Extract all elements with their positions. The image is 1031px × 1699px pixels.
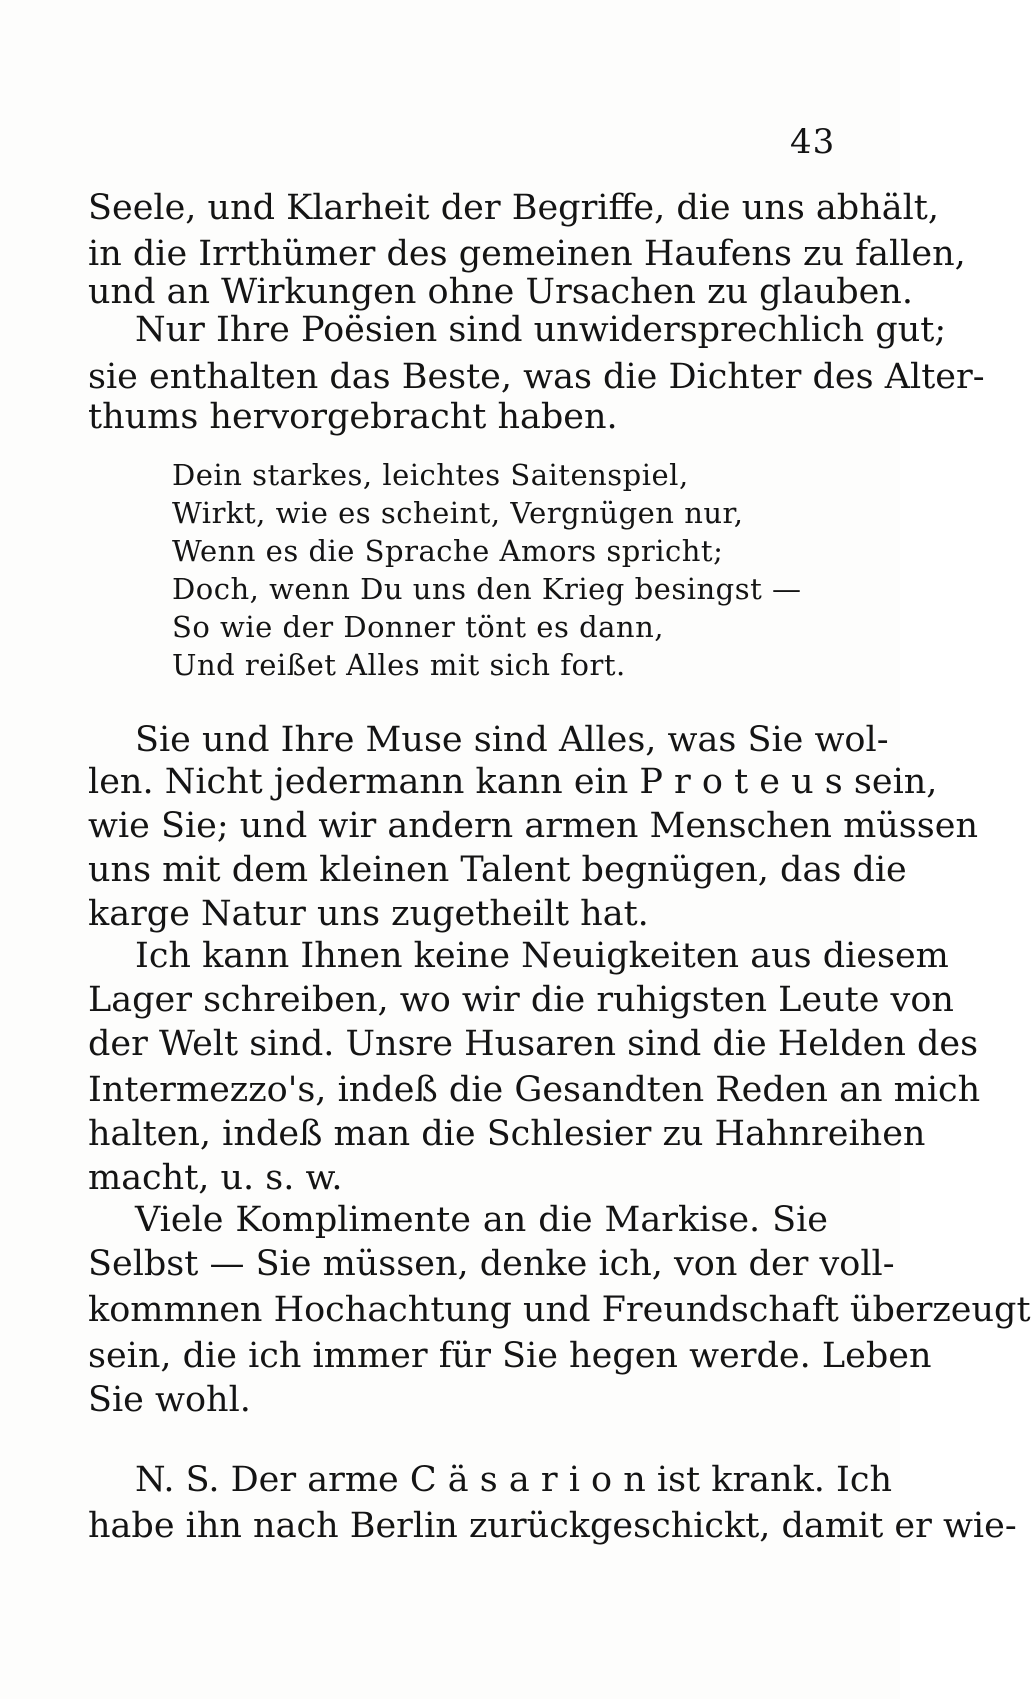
text-line: der Welt sind. Unsre Husaren sind die Helden des xyxy=(88,1024,979,1064)
text-line: Selbst — Sie müssen, denke ich, von der voll- xyxy=(88,1244,895,1284)
text-line: Sie wohl. xyxy=(88,1380,251,1420)
text-line: sie enthalten das Beste, was die Dichter des Alter- xyxy=(88,357,985,397)
text-line: wie Sie; und wir andern armen Menschen müssen xyxy=(88,806,978,846)
text-line: uns mit dem kleinen Talent begnügen, das die xyxy=(88,850,907,890)
text-line: und an Wirkungen ohne Ursachen zu glauben. xyxy=(88,272,913,312)
poem-line: Wenn es die Sprache Amors spricht; xyxy=(172,534,724,568)
text-line: Viele Komplimente an die Markise. Sie xyxy=(135,1200,828,1240)
text-line: in die Irrthümer des gemeinen Haufens zu fallen, xyxy=(88,234,966,274)
poem-line: Dein starkes, leichtes Saitenspiel, xyxy=(172,458,689,492)
text-line: kommnen Hochachtung und Freundschaft überzeugt xyxy=(88,1290,1031,1330)
text-line: Intermezzo's, indeß die Gesandten Reden an mich xyxy=(88,1070,981,1110)
text-line: Sie und Ihre Muse sind Alles, was Sie wol- xyxy=(135,720,889,760)
text-line: karge Natur uns zugetheilt hat. xyxy=(88,894,649,934)
poem-line: So wie der Donner tönt es dann, xyxy=(172,610,664,644)
text-line: sein, die ich immer für Sie hegen werde. Leben xyxy=(88,1336,932,1376)
text-line: len. Nicht jedermann kann ein P r o t e u s sein, xyxy=(88,762,938,802)
text-line: Lager schreiben, wo wir die ruhigsten Leute von xyxy=(88,980,954,1020)
postscript-line: habe ihn nach Berlin zurückgeschickt, damit er wie- xyxy=(88,1506,1017,1546)
poem-line: Doch, wenn Du uns den Krieg besingst — xyxy=(172,572,802,606)
poem-line: Wirkt, wie es scheint, Vergnügen nur, xyxy=(172,496,744,530)
text-line: Ich kann Ihnen keine Neuigkeiten aus diesem xyxy=(135,936,949,976)
text-line: Seele, und Klarheit der Begriffe, die uns abhält, xyxy=(88,188,939,228)
text-line: macht, u. s. w. xyxy=(88,1158,343,1198)
page-number: 43 xyxy=(790,122,836,162)
text-line: thums hervorgebracht haben. xyxy=(88,397,618,437)
text-line: halten, indeß man die Schlesier zu Hahnreihen xyxy=(88,1114,926,1154)
postscript-line: N. S. Der arme C ä s a r i o n ist krank. Ich xyxy=(135,1460,893,1500)
text-line: Nur Ihre Poësien sind unwidersprechlich gut; xyxy=(135,310,947,350)
poem-line: Und reißet Alles mit sich fort. xyxy=(172,648,626,682)
